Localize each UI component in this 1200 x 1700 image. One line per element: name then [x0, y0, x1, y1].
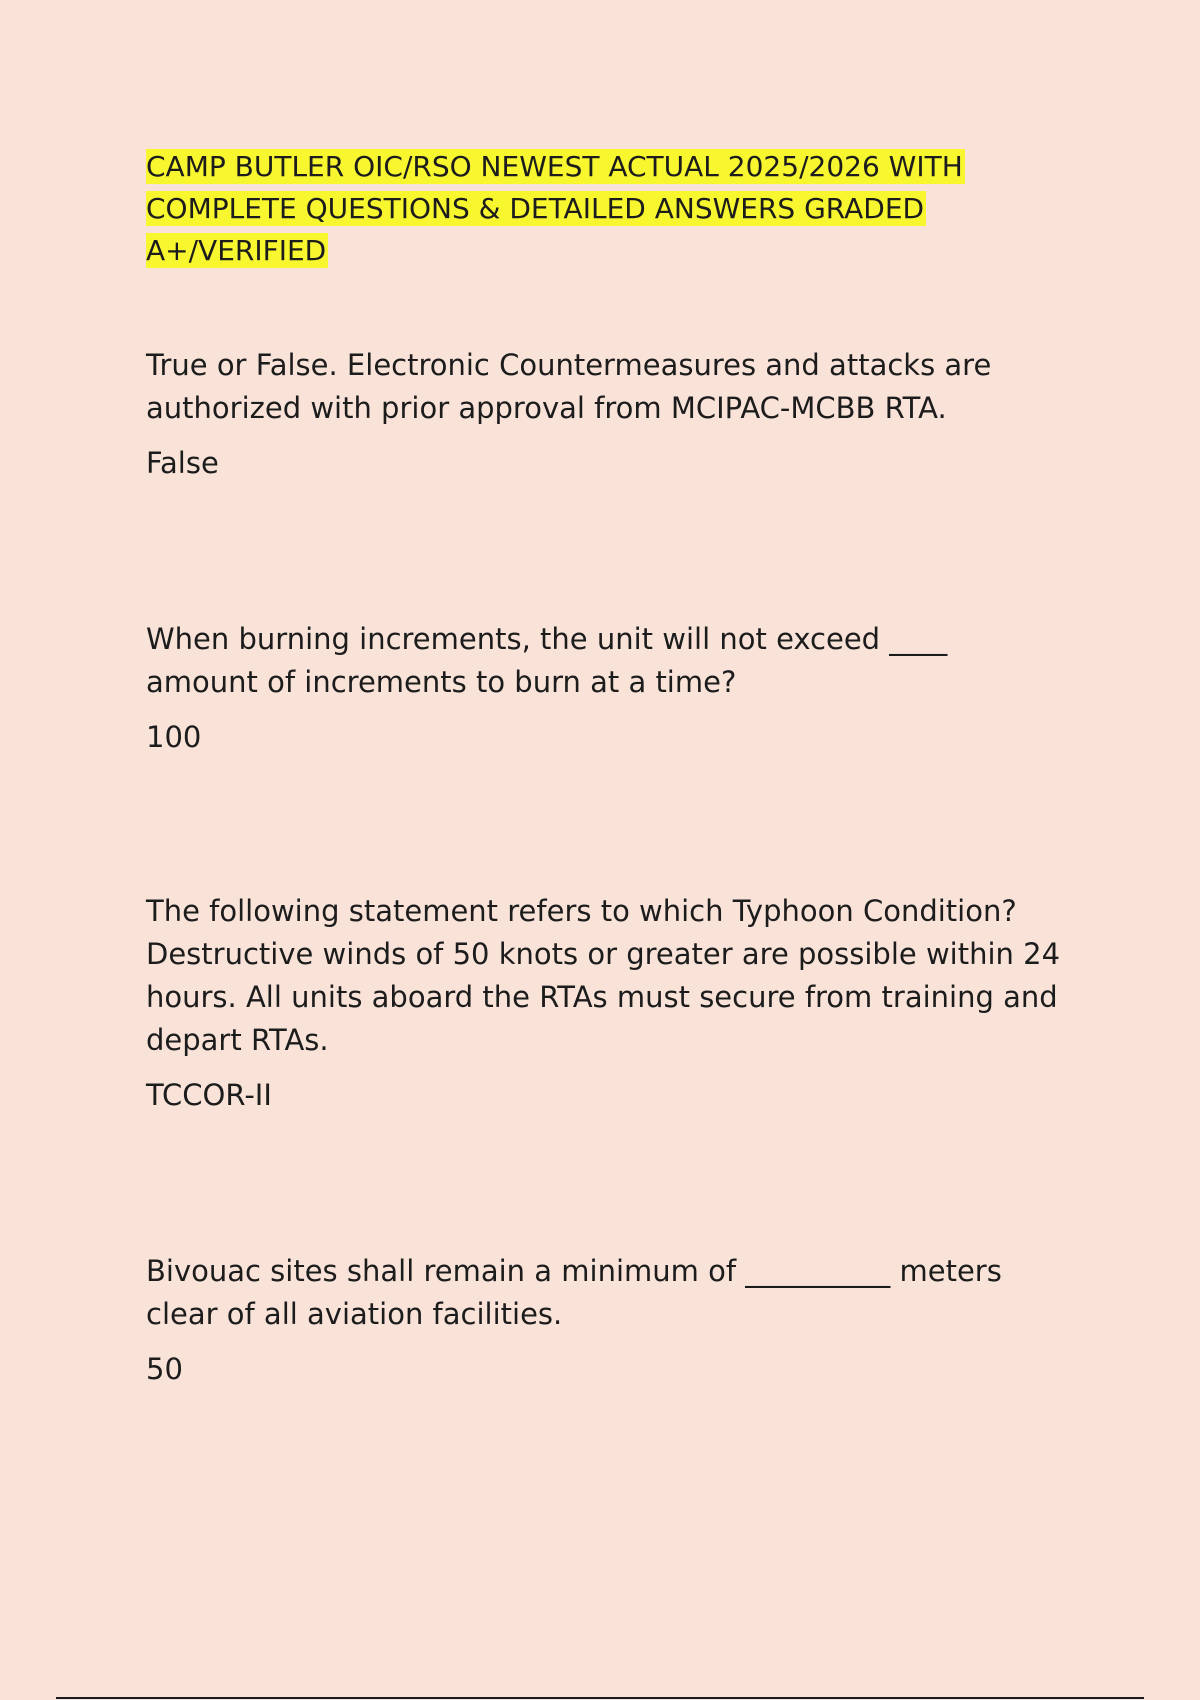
qa-item	[146, 344, 1066, 485]
question-text: When burning increments, the unit will not exceed ____ amount of increments to burn at a time?	[146, 622, 948, 699]
footer-divider	[56, 1697, 1144, 1699]
qa-item	[146, 618, 1066, 759]
question-text: The following statement refers to which Typhoon Condition? Destructive winds of 50 knots or greater are possible within 24 hours. All units aboard the RTAs must secure from training and depart RTAs.	[146, 894, 1061, 1057]
answer-text: 50	[146, 1352, 183, 1386]
answer-text: 100	[146, 720, 202, 754]
answer-text: TCCOR-II	[146, 1078, 272, 1112]
question-text: True or False. Electronic Countermeasures and attacks are authorized with prior approval from MCIPAC-MCBB RTA.	[146, 348, 992, 425]
qa-item	[146, 1250, 1066, 1391]
answer-text: False	[146, 446, 219, 480]
title-block	[146, 146, 1066, 272]
document-title	[146, 146, 1066, 272]
title-highlight: CAMP BUTLER OIC/RSO NEWEST ACTUAL 2025/2026 WITH COMPLETE QUESTIONS & DETAILED ANSWERS GRADED A+/VERIFIED	[146, 150, 963, 267]
qa-item	[146, 890, 1066, 1117]
question-text: Bivouac sites shall remain a minimum of __________ meters clear of all aviation facilities.	[146, 1254, 1002, 1331]
